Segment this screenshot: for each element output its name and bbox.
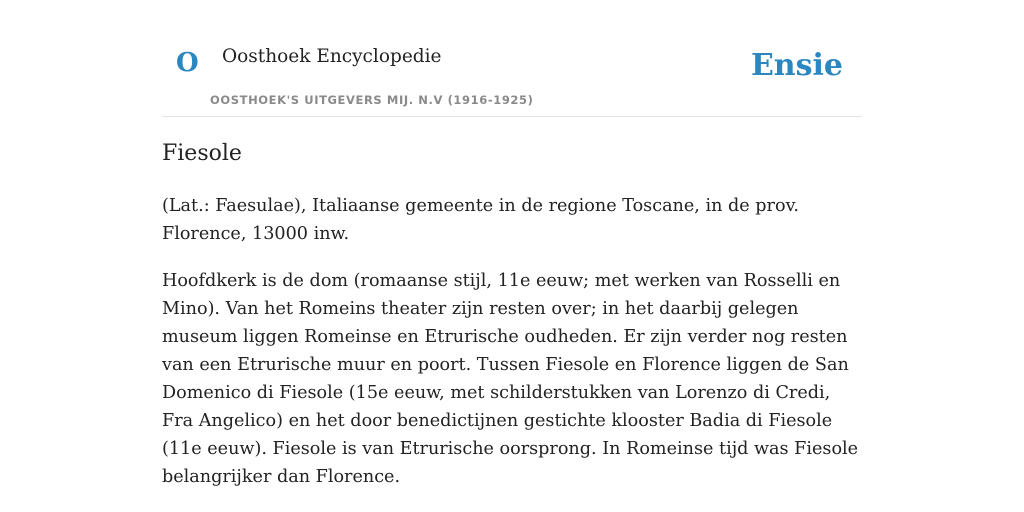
article-title: Fiesole <box>162 141 242 166</box>
encyclopedia-logo[interactable]: O <box>176 48 199 78</box>
encyclopedia-header <box>162 0 862 117</box>
publisher-label: OOSTHOEK'S UITGEVERS MIJ. N.V (1916-1925) <box>210 93 534 107</box>
article <box>162 138 862 491</box>
ensie-logo-link[interactable]: Ensie <box>750 48 843 83</box>
encyclopedia-title[interactable]: Oosthoek Encyclopedie <box>222 46 442 67</box>
article-paragraph-definition: (Lat.: Faesulae), Italiaanse gemeente in de regione Toscane, in de prov. Florence, 13000 inw. <box>162 196 800 244</box>
article-paragraph-description: Hoofdkerk is de dom (romaanse stijl, 11e eeuw; met werken van Rosselli en Mino). Van het Romeins theater zijn resten over; in het daarbij gelegen museum liggen Romeinse en Etrurische oudheden. Er zijn verder nog resten van een Etrurische muur en poort. Tussen Fiesole en Florence liggen de San Domenico di Fiesole (15e eeuw, met schilderstukken van Lorenzo di Credi, Fra Angelico) en het door benedictijnen gestichte klooster Badia di Fiesole (11e eeuw). Fiesole is van Etrurische oorsprong. In Romeinse tijd was Fiesole belangrijker dan Florence. <box>162 271 859 487</box>
